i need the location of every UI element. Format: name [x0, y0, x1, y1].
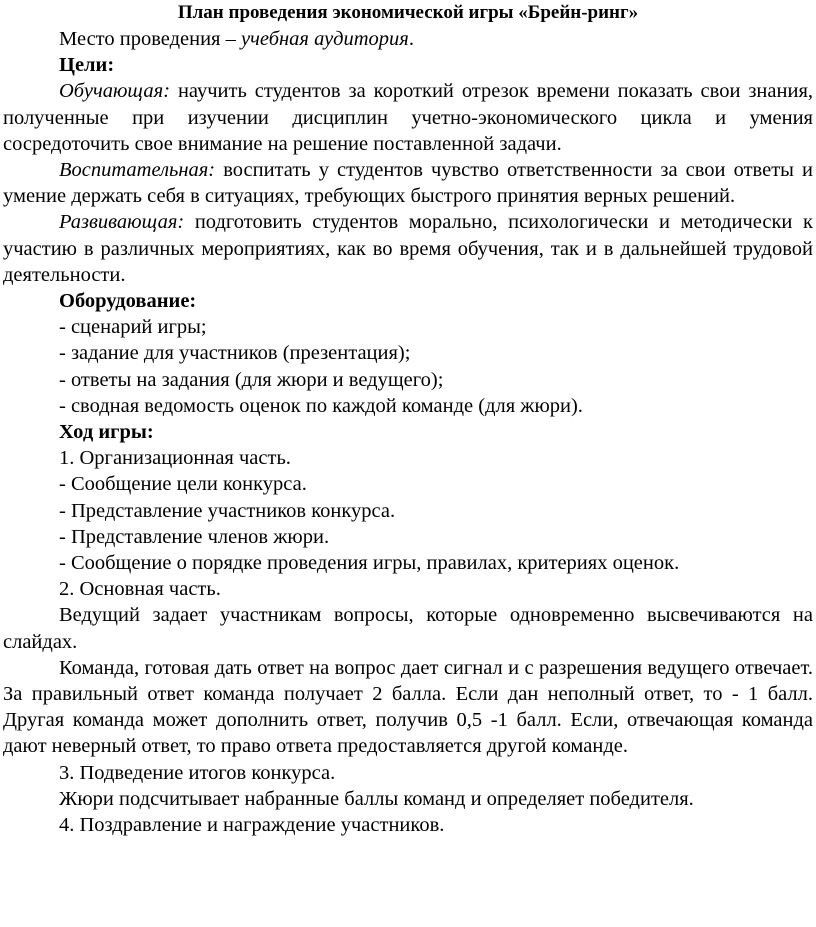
venue-line [3, 26, 813, 52]
goal-label-upbringing: Воспитательная: [59, 159, 216, 182]
goal-paragraph-educational [3, 78, 813, 157]
part3-text: Жюри подсчитывает набранные баллы команд и определяет победителя. [59, 787, 694, 810]
part1-heading: 1. Организационная часть. [59, 447, 291, 470]
goal-text-educational: научить студентов за короткий отрезок времени показать свои знания, полученные при изучении дисциплин учетно-экономического цикла и умения сосредоточить свое внимание на решение поставленной задачи. [3, 80, 813, 155]
part2-paragraph: Команда, готовая дать ответ на вопрос дает сигнал и с разрешения ведущего отвечает. За правильный ответ команда получает 2 балла. Если дан неполный ответ, то - 1 балл. Другая команда может дополнить ответ, получив 0,5 -1 балл. Если, отвечающая команда дают неверный ответ, то право ответа предоставляется другой команде. [3, 656, 813, 758]
part2-heading: 2. Основная часть. [59, 578, 221, 601]
part4-heading: 4. Поздравление и награждение участников. [59, 814, 445, 837]
part1-item: - Сообщение о порядке проведения игры, правилах, критериях оценок. [59, 552, 680, 575]
part1-item: - Представление участников конкурса. [59, 499, 396, 522]
goals-heading: Цели: [59, 54, 115, 77]
venue-label: Место проведения – [59, 28, 241, 50]
goal-text-upbringing: воспитать у студентов чувство ответственности за свои ответы и умение держать себя в ситуациях, требующих быстрого принятия верных решений. [3, 159, 813, 208]
equipment-item: - задание для участников (презентация); [59, 342, 411, 365]
goal-label-educational: Обучающая: [59, 80, 171, 103]
document-title: План проведения экономической игры «Брейн-ринг» [177, 2, 639, 23]
equipment-heading: Оборудование: [59, 290, 197, 313]
part1-item: - Представление членов жюри. [59, 525, 330, 548]
part1-item: - Сообщение цели конкурса. [59, 473, 307, 496]
equipment-item: - сводная ведомость оценок по каждой команде (для жюри). [59, 394, 583, 417]
venue-end: . [408, 28, 414, 50]
goal-text-developing: подготовить студентов морально, психологически и методически к участию в различных мероприятиях, как во время обучения, так и в дальнейшей трудовой деятельности. [3, 211, 813, 286]
course-heading: Ход игры: [59, 421, 154, 444]
goal-paragraph-upbringing [3, 157, 813, 209]
equipment-item: - сценарий игры; [59, 316, 207, 339]
goal-label-developing: Развивающая: [59, 211, 185, 234]
venue-value: учебная аудитория [241, 28, 409, 50]
part2-paragraph: Ведущий задает участникам вопросы, которые одновременно высвечиваются на слайдах. [3, 604, 813, 653]
part3-heading: 3. Подведение итогов конкурса. [59, 761, 336, 784]
equipment-item: - ответы на задания (для жюри и ведущего); [59, 368, 444, 391]
goal-paragraph-developing [3, 209, 813, 288]
